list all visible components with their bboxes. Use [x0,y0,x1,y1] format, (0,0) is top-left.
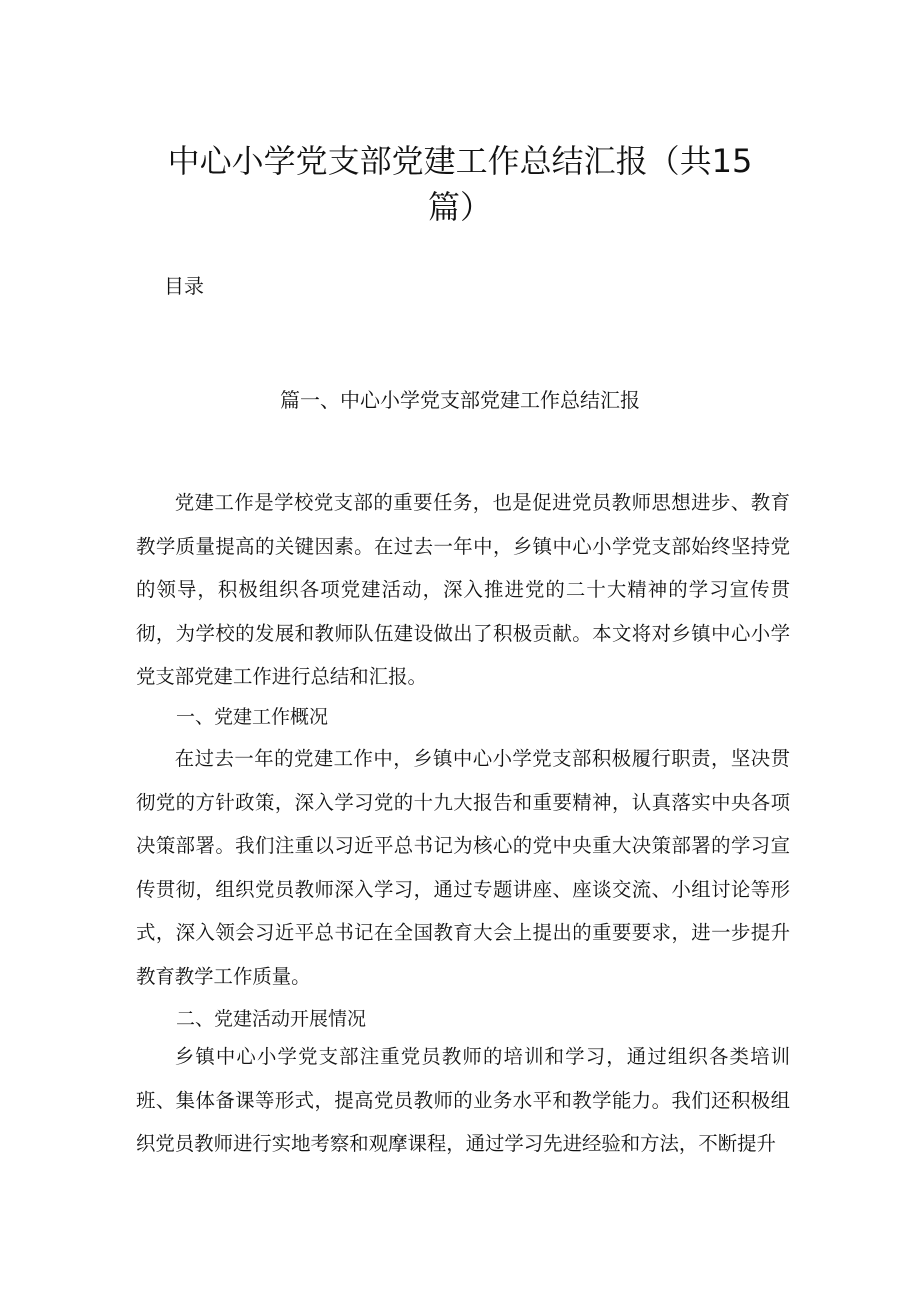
section-heading-party-work-overview: 一、党建工作概况 [176,706,329,728]
section-heading-party-activities: 二、党建活动开展情况 [176,1008,367,1030]
party-activities-paragraph: 乡镇中心小学党支部注重党员教师的培训和学习，通过组织各类培训班、集体备课等形式，提高党员教师的业务水平和教学能力。我们还积极组织党员教师进行实地考察和观摩课程，通过学习先进经验和方法，不断提升 [136,1045,790,1156]
article-title: 篇一、中心小学党支部党建工作总结汇报 [280,388,640,412]
party-work-overview-paragraph: 在过去一年的党建工作中，乡镇中心小学党支部积极履行职责，坚决贯彻党的方针政策，深入学习党的十九大报告和重要精神，认真落实中央各项决策部署。我们注重以习近平总书记为核心的党中央重大决策部署的学习宣传贯彻，组织党员教师深入学习，通过专题讲座、座谈交流、小组讨论等形式，深入领会习近平总书记在全国教育大会上提出的重要要求，进一步提升教育教学工作质量。 [136,747,790,988]
intro-paragraph: 党建工作是学校党支部的重要任务，也是促进党员教师思想进步、教育教学质量提高的关键因素。在过去一年中，乡镇中心小学党支部始终坚持党的领导，积极组织各项党建活动，深入推进党的二十大精神的学习宣传贯彻，为学校的发展和教师队伍建设做出了积极贡献。本文将对乡镇中心小学党支部党建工作进行总结和汇报。 [136,491,790,689]
document-title: 中心小学党支部党建工作总结汇报（共15篇） [167,142,753,226]
table-of-contents-label: 目录 [164,274,204,298]
